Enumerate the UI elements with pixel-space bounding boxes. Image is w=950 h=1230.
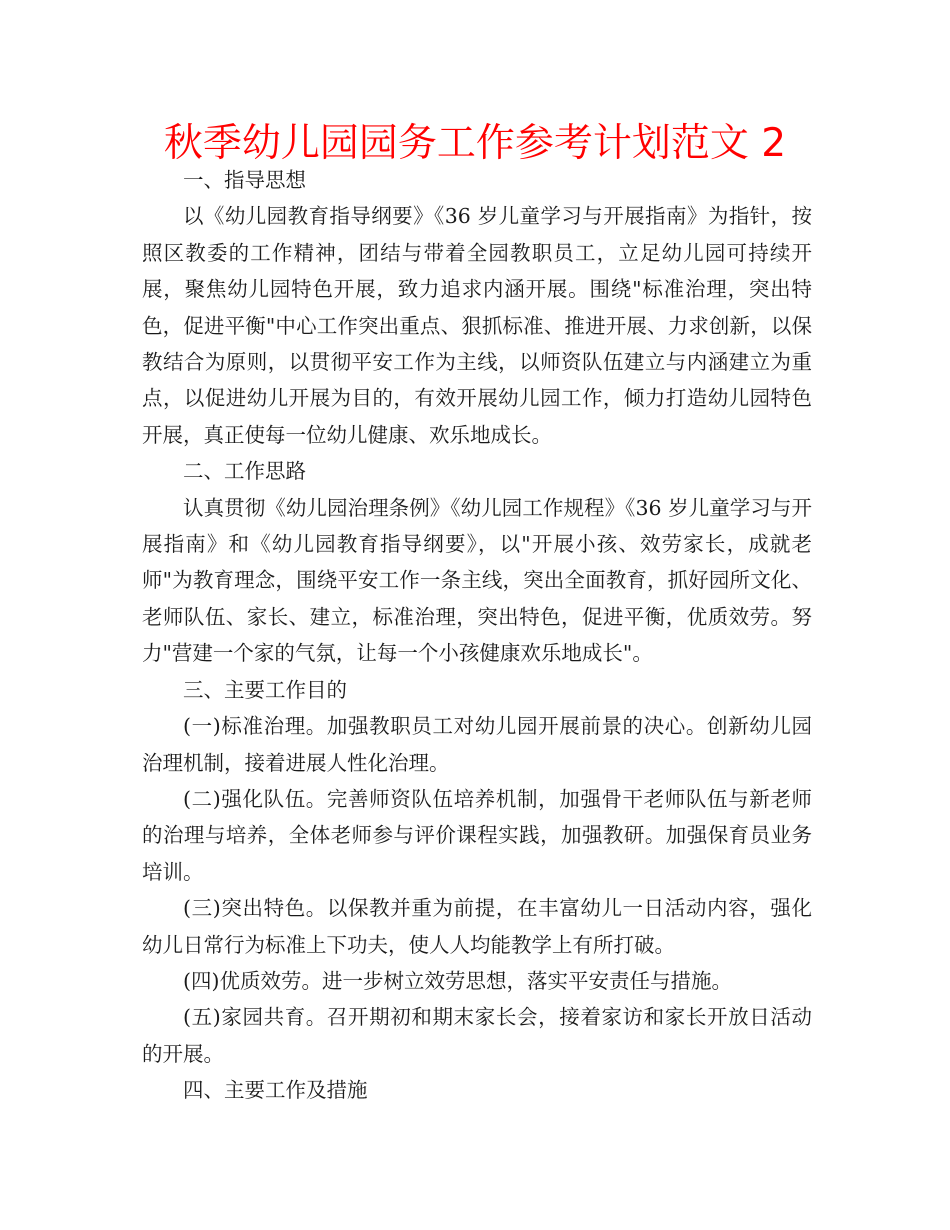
heading-guiding-ideology: 一、指导思想 [183,168,306,192]
goal-item-4: (四)优质效劳。进一步树立效劳思想，落实平安责任与措施。 [183,968,732,993]
heading-work-approach: 二、工作思路 [183,459,306,484]
document-body [142,162,812,1109]
goal-item-2: (二)强化队伍。完善师资队伍培养机制，加强骨干老师队伍与新老师的治理与培养，全体老师参与评价课程实践，加强教研。加强保育员业务培训。 [142,786,812,884]
goal-item-5: (五)家园共育。召开期初和期末家长会，接着家访和家长开放日活动的开展。 [142,1005,812,1066]
heading-main-work-measures: 四、主要工作及措施 [183,1078,368,1103]
goal-item-3: (三)突出特色。以保教并重为前提，在丰富幼儿一日活动内容，强化幼儿日常行为标准上下功夫，使人人均能教学上有所打破。 [142,896,812,957]
goal-item-1: (一)标准治理。加强教职员工对幼儿园开展前景的决心。创新幼儿园治理机制，接着进展人性化治理。 [142,714,812,775]
paragraph-guiding-ideology: 以《幼儿园教育指导纲要》《36 岁儿童学习与开展指南》为指针，按照区教委的工作精神，团结与带着全园教职员工，立足幼儿园可持续开展，聚焦幼儿园特色开展，致力追求内涵开展。围绕"标准治理，突出特色，促进平衡"中心工作突出重点、狠抓标准、推进开展、力求创新，以保教结合为原则，以贯彻平安工作为主线，以师资队伍建立与内涵建立为重点，以促进幼儿开展为目的，有效开展幼儿园工作，倾力打造幼儿园特色开展，真正使每一位幼儿健康、欢乐地成长。 [142,204,812,447]
document-title: 秋季幼儿园园务工作参考计划范文 2 [163,121,787,166]
heading-main-goals: 三、主要工作目的 [183,677,347,702]
paragraph-work-approach: 认真贯彻《幼儿园治理条例》《幼儿园工作规程》《36 岁儿童学习与开展指南》和《幼儿园教育指导纲要》，以"开展小孩、效劳家长，成就老师"为教育理念，围绕平安工作一条主线，突出全面教育，抓好园所文化、老师队伍、家长、建立，标准治理，突出特色，促进平衡，优质效劳。努力"营建一个家的气氛，让每一个小孩健康欢乐地成长"。 [142,495,812,666]
